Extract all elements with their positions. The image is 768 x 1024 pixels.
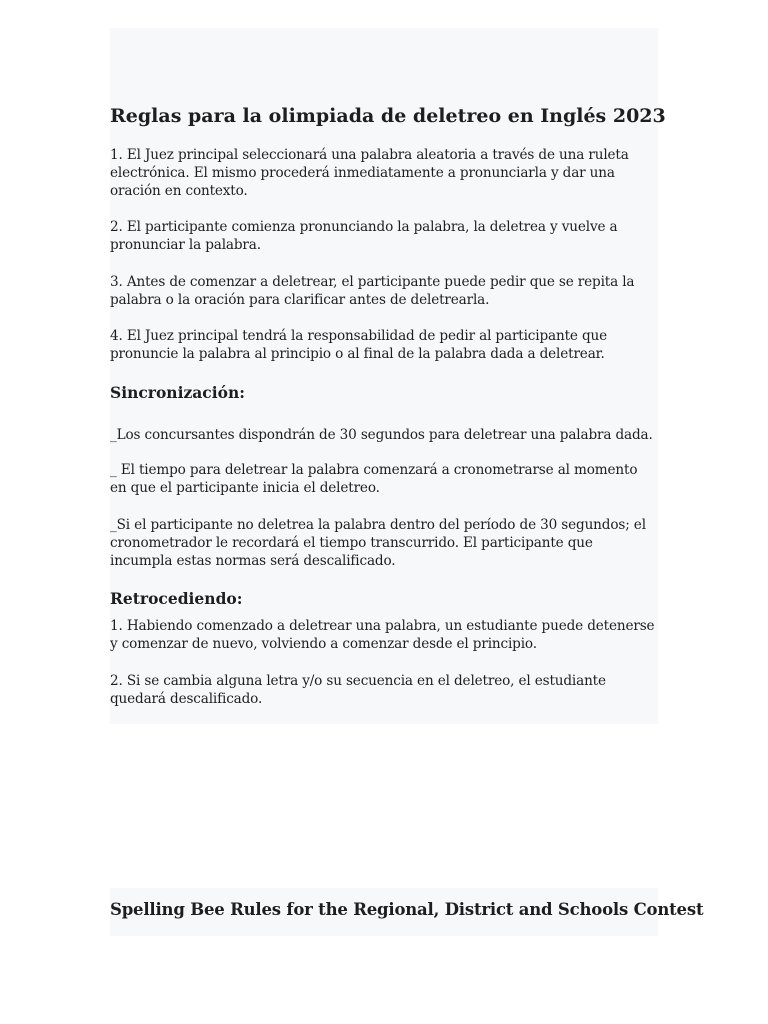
back-item-1: 1. Habiendo comenzado a deletrear una palabra, un estudiante puede detenerse y comenzar de nuevo, volviendo a comenzar desde el principio.: [110, 618, 655, 652]
sync-heading: Sincronización:: [110, 383, 245, 402]
rule-2: 2. El participante comienza pronunciando la palabra, la deletrea y vuelve a pronunciar la palabra.: [110, 219, 618, 253]
sync-item-2: _ El tiempo para deletrear la palabra comenzará a cronometrarse al momento en que el participante inicia el deletreo.: [110, 462, 638, 496]
sync-item-1: _Los concursantes dispondrán de 30 segundos para deletrear una palabra dada.: [110, 427, 653, 443]
back-heading: Retrocediendo:: [110, 589, 243, 608]
document-page: [110, 28, 666, 724]
rule-1: 1. El Juez principal seleccionará una palabra aleatoria a través de una ruleta electrónica. El mismo procederá inmediatamente a pronunciarla y dar una oración en contexto.: [110, 147, 629, 199]
document-title: Reglas para la olimpiada de deletreo en Inglés 2023: [110, 105, 666, 127]
next-page-header: [110, 888, 704, 936]
back-item-2: 2. Si se cambia alguna letra y/o su secuencia en el deletreo, el estudiante quedará descalificado.: [110, 673, 606, 707]
next-page-title: Spelling Bee Rules for the Regional, District and Schools Contest: [110, 900, 704, 919]
sync-item-3: _Si el participante no deletrea la palabra dentro del período de 30 segundos; el cronometrador le recordará el tiempo transcurrido. El participante que incumpla estas normas será descalificado.: [110, 517, 646, 569]
rule-3: 3. Antes de comenzar a deletrear, el participante puede pedir que se repita la palabra o la oración para clarificar antes de deletrearla.: [110, 274, 635, 308]
rule-4: 4. El Juez principal tendrá la responsabilidad de pedir al participante que pronuncie la palabra al principio o al final de la palabra dada a deletrear.: [110, 328, 608, 362]
